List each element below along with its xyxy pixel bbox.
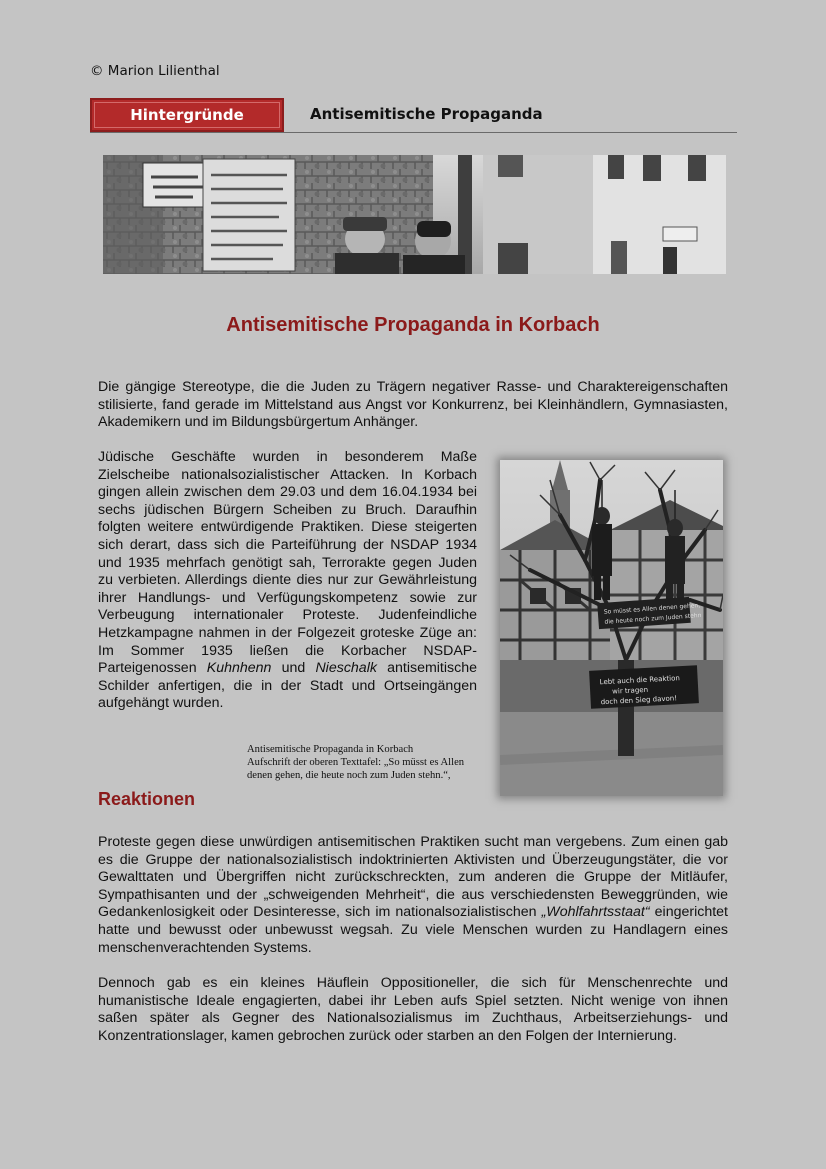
section-title-reaktionen: Reaktionen: [98, 789, 196, 809]
banner-photo: [103, 155, 726, 274]
svg-text:wir tragen: wir tragen: [611, 685, 649, 696]
svg-text:So müsst es Allen denen gehen,: So müsst es Allen denen gehen,: [603, 602, 701, 616]
reactions-text-after: eingerichtet hatte und bewusst oder unbewusst wegsah. Zu viele Menschen wurden zu Handlagern eines menschenverachtenden Systems.: [98, 904, 728, 956]
section-header: [90, 98, 737, 133]
svg-text:doch den Sieg davon!: doch den Sieg davon!: [600, 694, 678, 707]
reactions-italic-term: „Wohlfahrtsstaat“: [541, 904, 650, 921]
reactions-paragraph-2: Dennoch gab es ein kleines Häuflein Oppositioneller, die sich für Menschenrechte und humanistische Ideale engagierten, dabei ihr Leben aufs Spiel setzten. Nicht wenige von ihnen saßen später als Gegner des Nationalsozialismus im Zuchthaus, Arbeitserziehungs- und Konzentrationslager, kamen gebrochen zurück oder starben an den Folgen der Internierung.: [98, 975, 728, 1044]
body-text-after: antisemitische Schilder anfertigen, die in der Stadt und Ortseingängen aufgehängt wurden.: [98, 660, 477, 712]
category-tab-label: Hintergründe: [94, 102, 280, 128]
body-text-before: Jüdische Geschäfte wurden in besonderem Maße Zielscheibe nationalsozialistischer Attacken. In Korbach gingen allein zwischen dem 29.03 und dem 16.04.1934 bei sechs jüdischen Bürgern Scheiben zu Bruch. Daraufhin folgten weitere entwürdigende Praktiken. Diese steigerten sich derart, dass sich die Parteiführung der NSDAP 1934 und 1935 mehrfach genötigt sah, Terrorakte gegen Juden zu verbieten. Allerdings diente dies nur zur Gewährleistung ihrer Handlungs- und Verfügungskompetenz sowie zur Verbeugung internationaler Proteste. Judenfeindliche Hetzkampagne nahmen in der Folgezeit groteske Züge an: Im Sommer 1935 ließen die Korbacher NSDAP-Parteigenossen: [98, 449, 477, 677]
name-nieschalk: Nieschalk: [315, 660, 377, 677]
historic-photo: [500, 460, 723, 796]
header-title: Antisemitische Propaganda: [310, 105, 543, 123]
category-tab[interactable]: [90, 98, 284, 132]
name-kuhnhenn: Kuhnhenn: [206, 660, 272, 677]
banner-street-scene: [103, 155, 726, 274]
reactions-text-before: Proteste gegen diese unwürdigen antisemitischen Praktiken sucht man vergebens. Zum einen gab es die Gruppe der nationalsozialistisch indoktrinierten Aktivisten und Überzeugungstäter, die vor Gewalttaten und Übergriffen nicht zurückschreckten, zum anderen die Gruppe der Mitläufer, Sympathisanten und der „schweigenden Mehrheit“, die aus verschiedensten Beweggründen, wie Gedankenlosigkeit oder Desinteresse, sich im nationalsozialistischen: [98, 834, 728, 921]
svg-text:Lebt auch die Reaktion: Lebt auch die Reaktion: [599, 674, 681, 687]
copyright: © Marion Lilienthal: [90, 63, 220, 79]
body-paragraph: [98, 449, 477, 713]
body-and: und: [271, 660, 316, 677]
reactions-paragraph-1: [98, 834, 728, 957]
svg-text:die heute noch zum Juden stehn: die heute noch zum Juden stehn: [604, 612, 702, 626]
photo-caption: [247, 743, 469, 783]
caption-title: Antisemitische Propaganda in Korbach: [247, 744, 414, 755]
intro-paragraph: Die gängige Stereotype, die die Juden zu Trägern negativer Rasse- und Charaktereigenschaften stilisierte, fand gerade im Mittelstand aus Angst vor Konkurrenz, bei Kleinhändlern, Gymnasiasten, Akademikern und im Bildungsbürgertum Anhänger.: [98, 379, 728, 431]
article-title: Antisemitische Propaganda in Korbach: [226, 314, 600, 336]
photo-hanging-effigies: [500, 460, 723, 796]
caption-text: Aufschrift der oberen Texttafel: „So müsst es Allen denen gehen, die heute noch zum Juden stehn.“,: [247, 757, 465, 782]
